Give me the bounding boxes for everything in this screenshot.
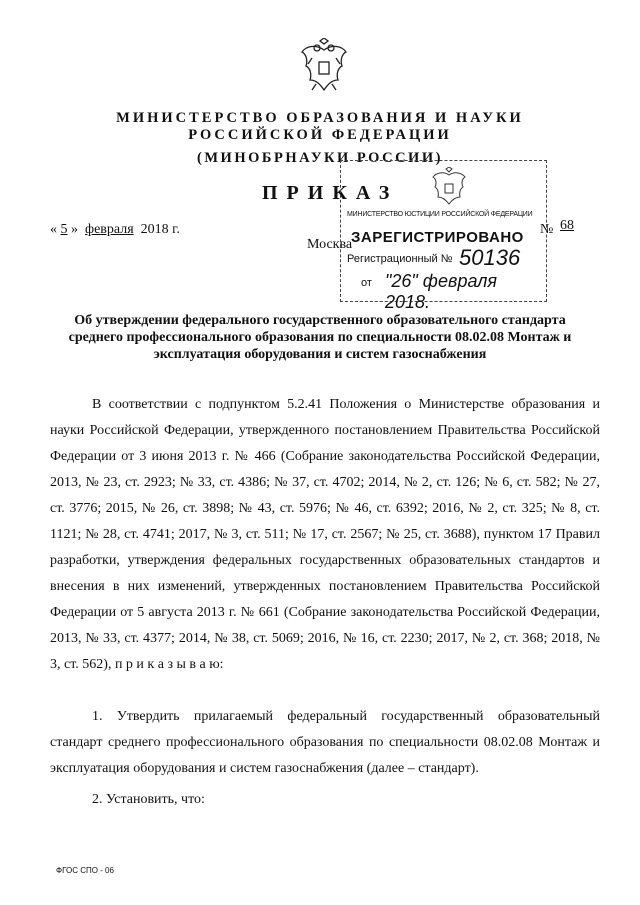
stamp-date: "26" февраля 2018. bbox=[385, 271, 498, 312]
order-number-label: № bbox=[540, 222, 554, 237]
stamp-reg-number-label: Регистрационный № bbox=[347, 253, 453, 265]
order-title: Об утверждении федерального государственного образовательного стандарта среднего профессионального образования по специальности 08.02.08 Монтаж и эксплуатация оборудования и систем газоснабжения bbox=[68, 313, 572, 362]
registration-stamp bbox=[340, 160, 547, 312]
ministry-line-1: МИНИСТЕРСТВО ОБРАЗОВАНИЯ И НАУКИ bbox=[116, 110, 524, 126]
order-date: « 5 » февраля 2018 г. bbox=[50, 222, 180, 237]
ministry-line-2: РОССИЙСКОЙ ФЕДЕРАЦИИ bbox=[188, 127, 452, 143]
order-city: Москва bbox=[307, 237, 353, 252]
item-1-paragraph: 1. Утвердить прилагаемый федеральный государственный образовательный стандарт среднего профессионального образования по специальности 08.02.08 Монтаж и эксплуатация оборудования и систем газоснабжения (далее – стандарт). bbox=[50, 709, 600, 776]
order-number: 68 bbox=[560, 218, 574, 233]
stamp-reg-number: 50136 bbox=[459, 245, 521, 270]
item-2-paragraph: 2. Установить, что: bbox=[92, 792, 205, 807]
ministry-name bbox=[0, 110, 640, 144]
stamp-emblem-icon bbox=[429, 167, 469, 207]
footer-code: ФГОС СПО - 06 bbox=[56, 866, 114, 875]
order-year: 2018 г. bbox=[140, 222, 180, 237]
document-type-heading: ПРИКАЗ bbox=[262, 182, 399, 204]
stamp-registered: ЗАРЕГИСТРИРОВАНО bbox=[351, 229, 524, 246]
preamble-paragraph: В соответствии с подпунктом 5.2.41 Положения о Министерстве образования и науки Российской Федерации, утвержденного постановлением Правительства Российской Федерации от 3 июня 2013 г. № 466 (Собрание законодательства Российской Федерации, 2013, № 23, ст. 2923; № 33, ст. 4386; № 37, ст. 4702; 2014, № 2, ст. 126; № 6, ст. 582; № 27, ст. 3776; 2015, № 26, ст. 3898; № 43, ст. 5976; № 46, ст. 6392; 2016, № 2, ст. 325; № 8, ст. 1121; № 28, ст. 4741; 2017, № 3, ст. 511; № 17, ст. 2567; № 25, ст. 3688), пунктом 17 Правил разработки, утверждения федеральных государственных образовательных стандартов и внесения в них изменений, утвержденных постановлением Правительства Российской Федерации от 5 августа 2013 г. № 661 (Собрание законодательства Российской Федерации, 2013, № 33, ст. 4377; 2014, № 38, ст. 5069; 2016, № 16, ст. 2230; 2017, № 2, ст. 368; 2018, № 3, ст. 562), п р и к а з ы в а ю: bbox=[50, 397, 600, 672]
order-month: февраля bbox=[85, 222, 134, 237]
ministry-short-name: (МИНОБРНАУКИ РОССИИ) bbox=[197, 150, 443, 166]
order-day: 5 bbox=[60, 222, 68, 237]
coat-of-arms-emblem bbox=[298, 38, 350, 96]
stamp-ministry: МИНИСТЕРСТВО ЮСТИЦИИ РОССИЙСКОЙ ФЕДЕРАЦИИ bbox=[347, 211, 533, 218]
stamp-date-label: от bbox=[361, 277, 372, 289]
